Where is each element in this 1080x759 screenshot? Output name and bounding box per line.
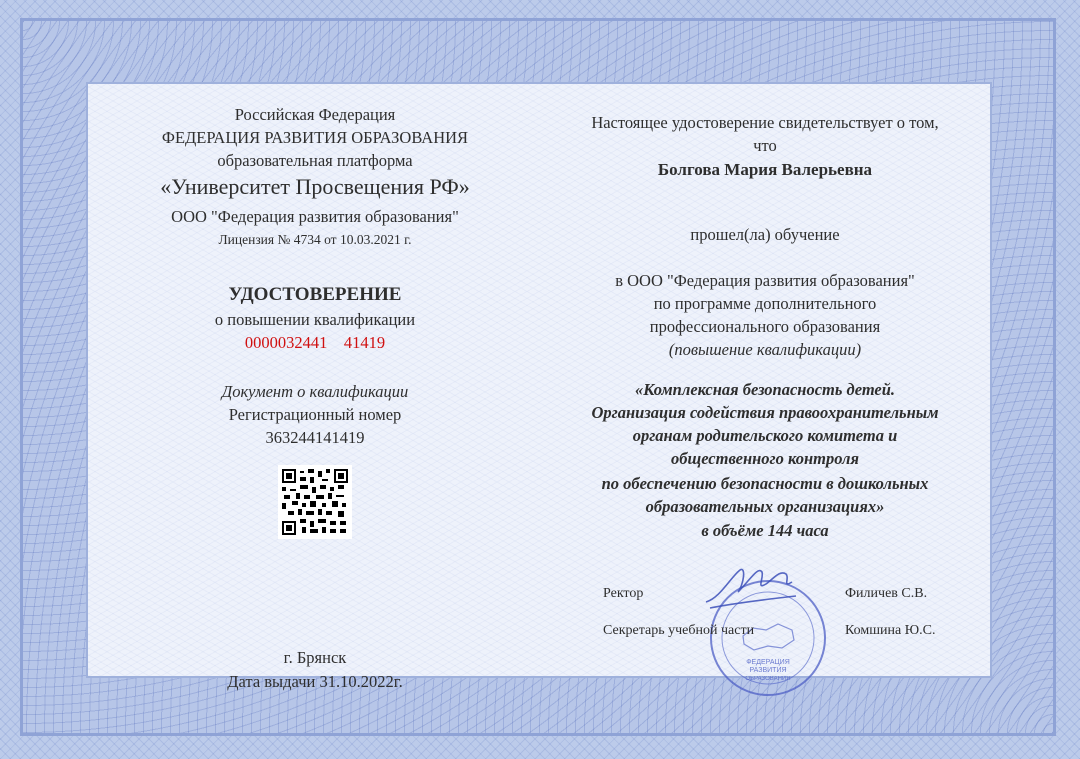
country-line: Российская Федерация xyxy=(234,105,396,124)
program-line-2: профессионального образования xyxy=(649,317,881,336)
license-line: Лицензия № 4734 от 10.03.2021 г. xyxy=(218,232,412,247)
course-line: Организация содействия правоохранительным xyxy=(591,403,939,422)
training-organization: в ООО "Федерация развития образования" xyxy=(615,271,915,290)
rector-signature xyxy=(700,558,800,618)
registration-label: Регистрационный номер xyxy=(228,405,402,424)
intro-line-2: что xyxy=(753,136,777,155)
svg-text:РАЗВИТИЯ: РАЗВИТИЯ xyxy=(749,667,787,674)
course-hours: в объёме 144 часа xyxy=(701,521,829,540)
course-line: общественного контроля xyxy=(670,449,860,468)
platform-label: образовательная платформа xyxy=(217,151,413,170)
qr-code xyxy=(278,465,352,539)
city: г. Брянск xyxy=(283,648,347,667)
svg-text:ФЕДЕРАЦИЯ: ФЕДЕРАЦИЯ xyxy=(746,659,790,666)
document-type: Документ о квалификации xyxy=(221,382,409,401)
federation-line: ФЕДЕРАЦИЯ РАЗВИТИЯ ОБРАЗОВАНИЯ xyxy=(161,128,469,147)
intro-line-1: Настоящее удостоверение свидетельствует о том, xyxy=(591,113,939,132)
document-title: УДОСТОВЕРЕНИЕ xyxy=(228,284,402,305)
certificate-number: 0000032441 41419 xyxy=(244,333,386,352)
rector-name: Филичев С.В. xyxy=(845,586,928,601)
secretary-label: Секретарь учебной части xyxy=(603,623,755,638)
secretary-name: Комшина Ю.С. xyxy=(845,623,936,638)
organization-name: ООО "Федерация развития образования" xyxy=(171,207,459,226)
document-subtitle: о повышении квалификации xyxy=(214,310,416,329)
training-status: прошел(ла) обучение xyxy=(690,225,840,244)
platform-name: «Университет Просвещения РФ» xyxy=(160,174,470,199)
program-line-1: по программе дополнительного xyxy=(653,294,877,313)
registration-number: 363244141419 xyxy=(265,428,365,447)
course-line: по обеспечению безопасности в дошкольных xyxy=(601,474,929,493)
program-line-3: (повышение квалификации) xyxy=(668,340,862,359)
course-line: органам родительского комитета и xyxy=(632,426,898,445)
svg-text:ОБРАЗОВАНИЯ: ОБРАЗОВАНИЯ xyxy=(745,676,791,682)
recipient-name: Болгова Мария Валерьевна xyxy=(657,160,873,179)
course-line: образовательных организациях» xyxy=(645,497,885,516)
rector-label: Ректор xyxy=(603,586,644,601)
issue-date: Дата выдачи 31.10.2022г. xyxy=(227,672,403,691)
course-line: «Комплексная безопасность детей. xyxy=(634,380,896,399)
